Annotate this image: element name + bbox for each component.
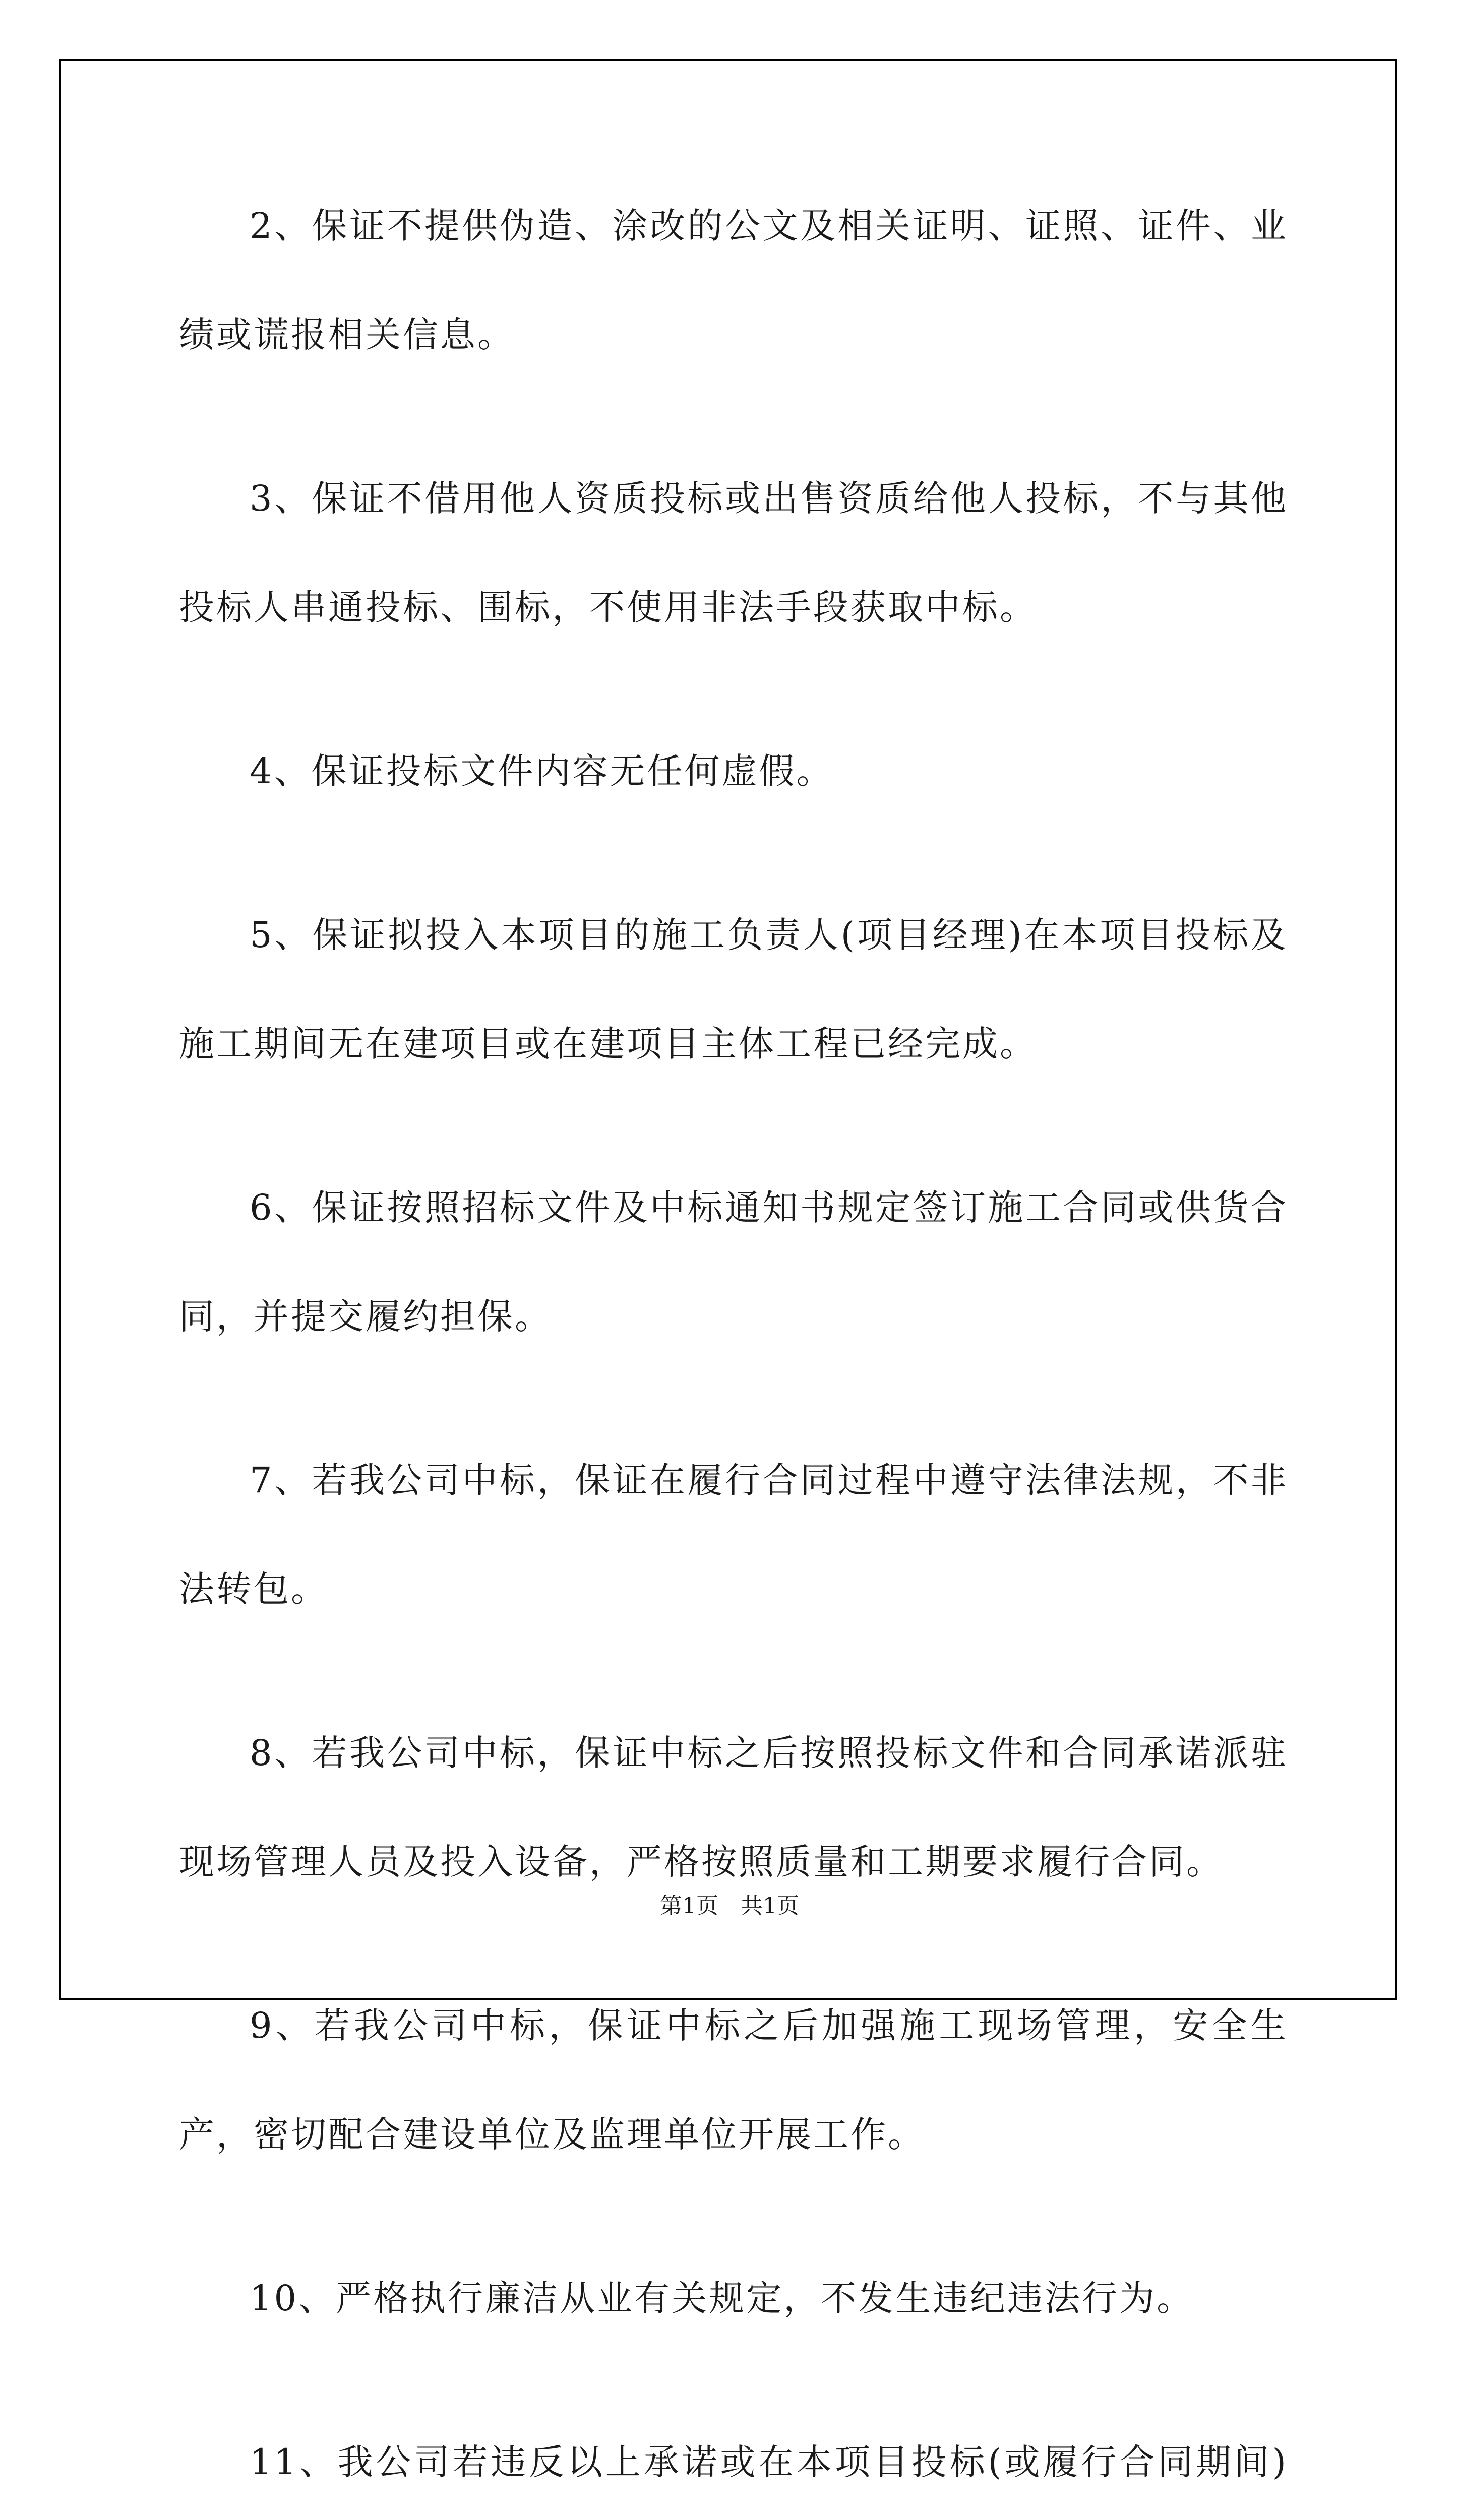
- paragraph-item-8: 8、若我公司中标，保证中标之后按照投标文件和合同承诺派驻现场管理人员及投入设备，严格按照质量和工期要求履行合同。: [179, 1732, 1288, 1882]
- paragraph-item-10: 10、严格执行廉洁从业有关规定，不发生违纪违法行为。: [250, 2278, 1194, 2319]
- paragraph-item-9: 9、若我公司中标，保证中标之后加强施工现场管理，安全生产，密切配合建设单位及监理单位开展工作。: [179, 2005, 1288, 2155]
- paragraph-item-3: 3、保证不借用他人资质投标或出售资质给他人投标，不与其他投标人串通投标、围标，不使用非法手段获取中标。: [179, 478, 1288, 628]
- document-body: [179, 171, 1288, 2520]
- paragraph-item-6: 6、保证按照招标文件及中标通知书规定签订施工合同或供货合同，并提交履约担保。: [179, 1187, 1288, 1337]
- page-footer: 第1页 共1页: [660, 1893, 799, 1919]
- paragraph-item-4: 4、保证投标文件内容无任何虚假。: [250, 750, 834, 792]
- paragraph-item-7: 7、若我公司中标，保证在履行合同过程中遵守法律法规，不非法转包。: [179, 1460, 1288, 1610]
- paragraph-item-2: 2、保证不提供伪造、涂改的公文及相关证明、证照、证件、业绩或谎报相关信息。: [179, 205, 1288, 355]
- paragraph-item-5: 5、保证拟投入本项目的施工负责人(项目经理)在本项目投标及施工期间无在建项目或在建项目主体工程已经完成。: [179, 914, 1288, 1064]
- paragraph-item-11: 11、我公司若违反以上承诺或在本项目投标(或履行合同期间): [250, 2441, 1288, 2483]
